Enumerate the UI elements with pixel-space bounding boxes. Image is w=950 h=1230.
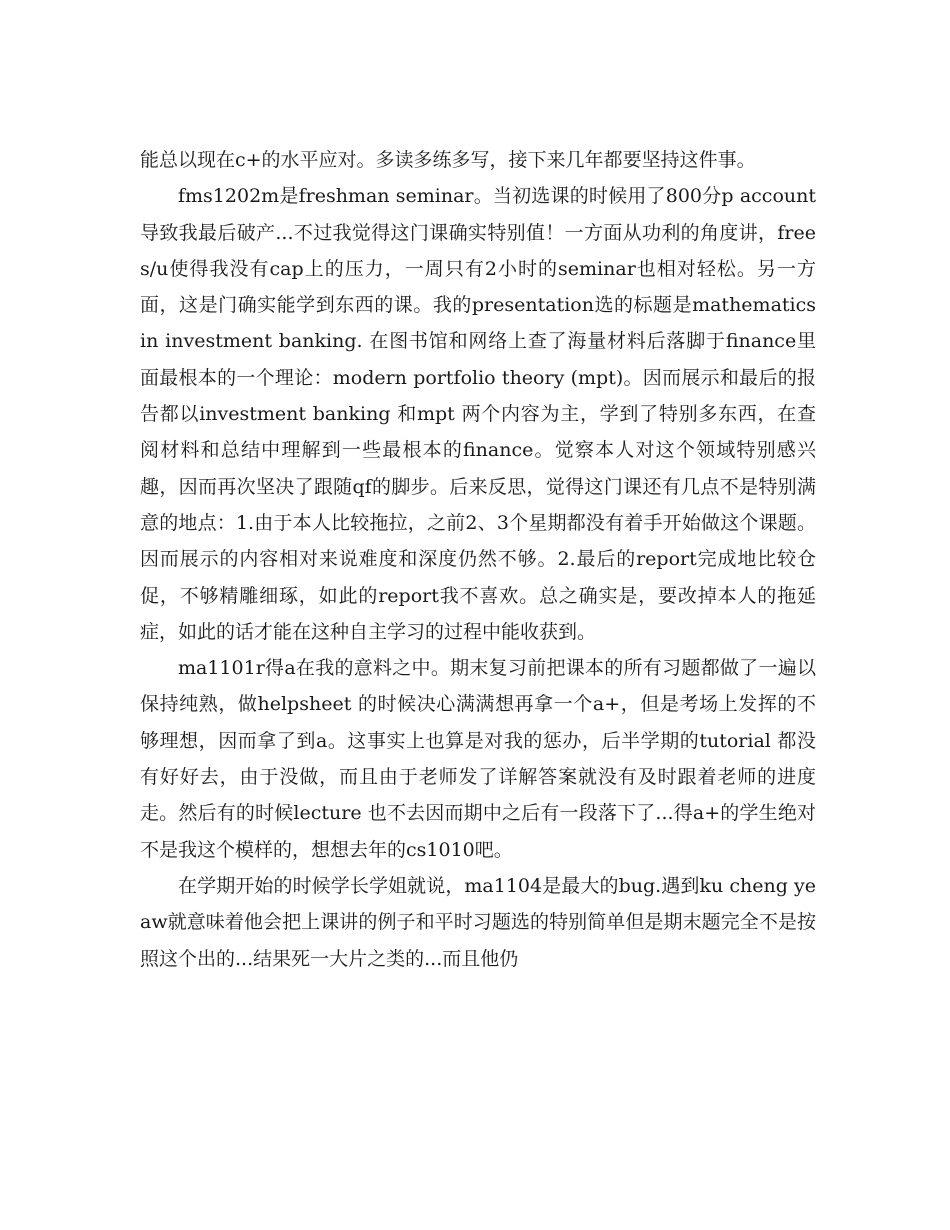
document-body [140,142,816,977]
paragraph: ma1101r得a在我的意料之中。期末复习前把课本的所有习题都做了一遍以保持纯熟，做helpsheet 的时候决心满满想再拿一个a+，但是考场上发挥的不够理想，因而拿了到a。这事实上也算是对我的惩办，后半学期的tutorial 都没有好好去，由于没做，而且由于老师发了详解答案就没有及时跟着老师的进度走。然后有的时候lecture 也不去因而期中之后有一段落下了...得a+的学生绝对不是我这个模样的，想想去年的cs1010吧。 [140,657,816,861]
paragraph: fms1202m是freshman seminar。当初选课的时候用了800分p account 导致我最后破产...不过我觉得这门课确实特别值！一方面从功利的角度讲，free s/u使得我没有cap上的压力，一周只有2小时的seminar也相对轻松。另一方面，这是门确实能学到东西的课。我的presentation选的标题是mathematics in investment banking. 在图书馆和网络上查了海量材料后落脚于finance里面最根本的一个理论：modern portfolio theory (mpt)。因而展示和最后的报告都以investment banking 和mpt 两个内容为主，学到了特别多东西，在查阅材料和总结中理解到一些最根本的finance。觉察本人对这个领域特别感兴趣，因而再次坚决了跟随qf的脚步。后来反思，觉得这门课还有几点不是特别满意的地点：1.由于本人比较拖拉，之前2、3个星期都没有着手开始做这个课题。因而展示的内容相对来说难度和深度仍然不够。2.最后的report完成地比较仓促，不够精雕细琢，如此的report我不喜欢。总之确实是，要改掉本人的拖延症，如此的话才能在这种自主学习的过程中能收获到。 [140,185,816,643]
paragraph: 能总以现在c+的水平应对。多读多练多写，接下来几年都要坚持这件事。 [140,149,756,171]
paragraph: 在学期开始的时候学长学姐就说，ma1104是最大的bug.遇到ku cheng yeaw就意味着他会把上课讲的例子和平时习题选的特别简单但是期末题完全不是按照这个出的...结果死一大片之类的...而且他仍 [140,874,816,970]
